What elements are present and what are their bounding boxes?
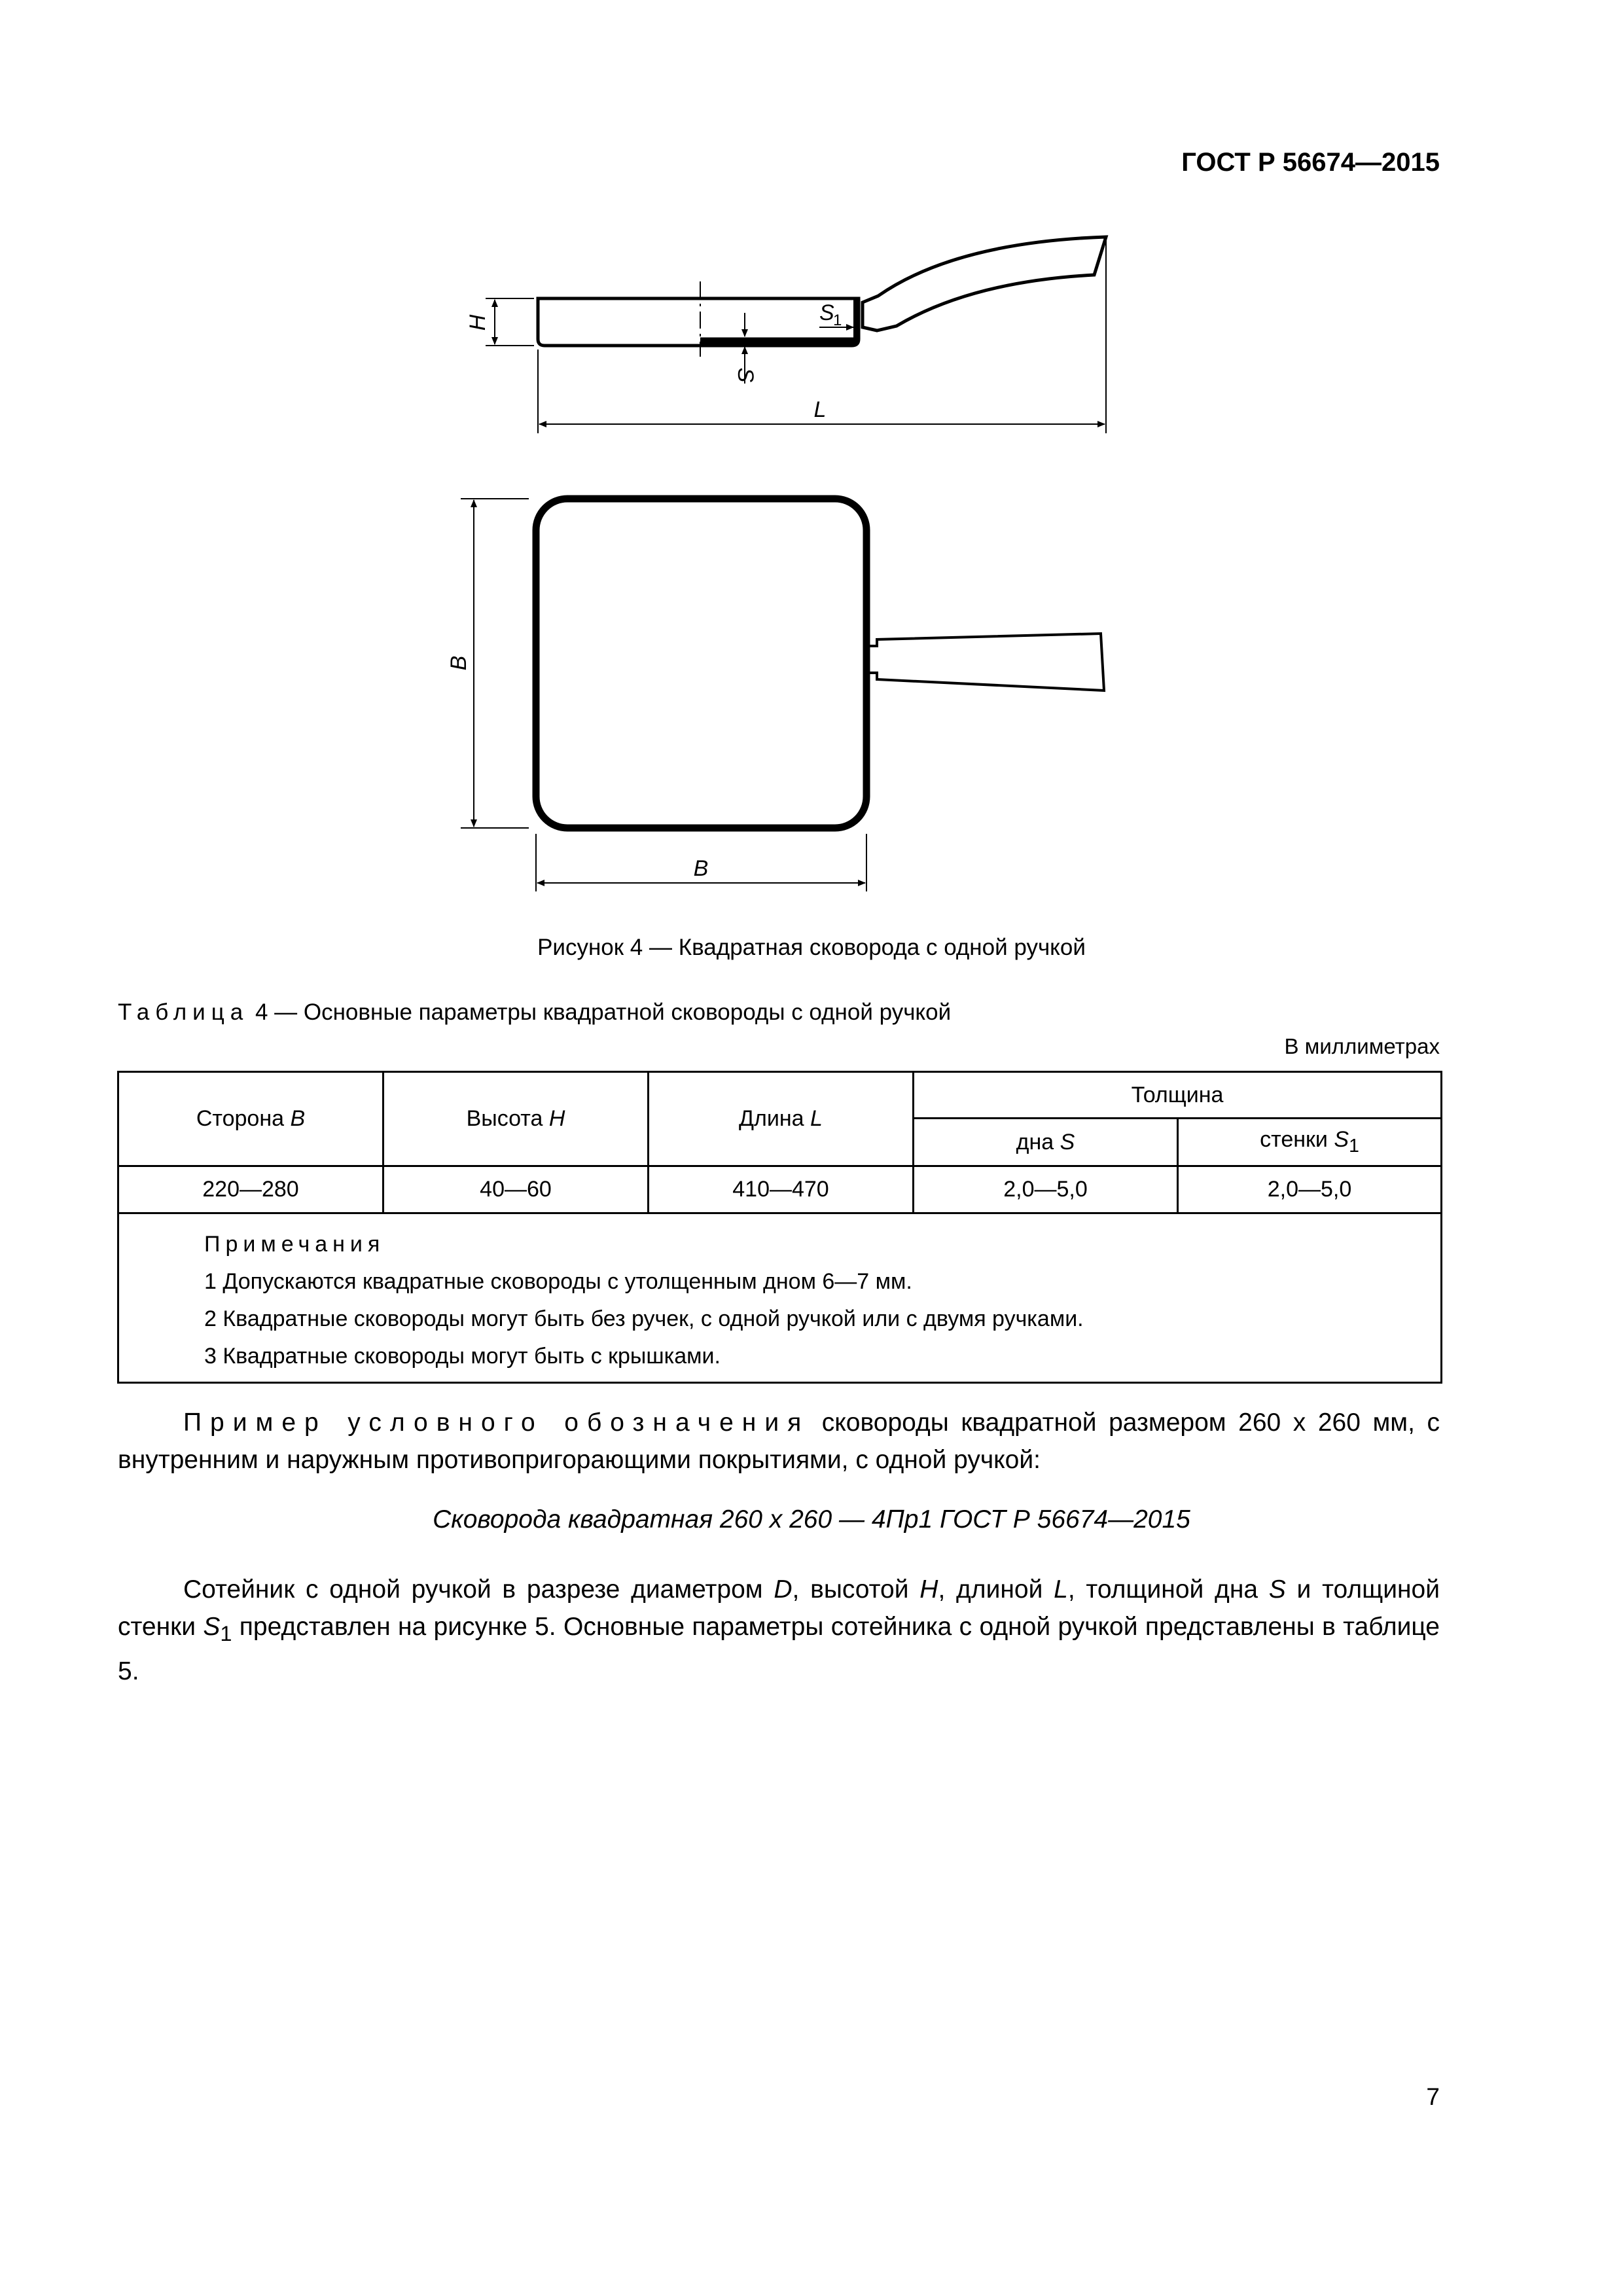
- label-side-vertical: B: [446, 655, 471, 671]
- label-wall-sub: 1: [833, 312, 842, 329]
- body-paragraph: Сотейник с одной ручкой в разрезе диаметром D, высотой H, длиной L, толщиной дна S и толщиной стенки $S_1$ представлен на рисунке 5. Основные параметры сотейника с одной ручкой представлены в таблице 5.: [118, 1575, 1440, 1685]
- example-text: сковороды квадратной размером 260 х 260 мм, с внутренним и наружным противопригорающими покрытиями, с одной ручкой:: [118, 1408, 1440, 1474]
- table-unit: В миллиметрах: [1284, 1034, 1440, 1058]
- example-designation: Сковорода квадратная 260 х 260 — 4Пр1 ГОСТ Р 56674—2015: [433, 1505, 1190, 1534]
- page-number: 7: [1426, 2083, 1440, 2110]
- label-wall-var: S: [819, 300, 834, 325]
- cell-height: 40—60: [383, 1166, 649, 1213]
- header-side: Сторона B: [118, 1072, 383, 1166]
- table-row: [118, 1166, 1442, 1213]
- cell-side: 220—280: [118, 1166, 383, 1213]
- label-bottom-var: S: [733, 367, 758, 383]
- note-item: 3 Квадратные сковороды могут быть с крышками.: [204, 1344, 721, 1369]
- header-length: Длина L: [649, 1072, 914, 1166]
- handle-side: [863, 237, 1106, 331]
- cell-wall: 2,0—5,0: [1178, 1166, 1442, 1213]
- handle-top: [868, 634, 1104, 691]
- side-view: [486, 237, 1106, 433]
- label-length-var: L: [813, 397, 827, 422]
- top-view: [461, 499, 1104, 891]
- label-height-var: H: [465, 314, 490, 331]
- pan-top-outline: [536, 499, 866, 828]
- header-thickness: Толщина: [914, 1072, 1442, 1119]
- example-paragraph: [118, 1404, 1440, 1479]
- header-height: Высота H: [383, 1072, 649, 1166]
- params-table: [117, 1071, 1442, 1384]
- example-lead: Пример условного обозначения: [183, 1408, 810, 1437]
- cell-length: 410—470: [649, 1166, 914, 1213]
- note-item: 1 Допускаются квадратные сковороды с утолщенным дном 6—7 мм.: [204, 1269, 912, 1294]
- cell-bottom: 2,0—5,0: [914, 1166, 1178, 1213]
- notes-cell: [118, 1213, 1442, 1383]
- header-bottom: дна S: [914, 1119, 1178, 1166]
- table-title-prefix: Таблица: [118, 999, 249, 1025]
- notes-heading: Примечания: [204, 1232, 385, 1257]
- standard-id-header: ГОСТ Р 56674—2015: [1181, 148, 1440, 177]
- figure-drawing: [0, 0, 1623, 916]
- table-title-text: 4 — Основные параметры квадратной сковороды с одной ручкой: [249, 999, 952, 1025]
- note-item: 2 Квадратные сковороды могут быть без ручек, с одной ручкой или с двумя ручками.: [204, 1306, 1084, 1331]
- header-wall: стенки $S_1$: [1178, 1119, 1442, 1166]
- table-title: [118, 999, 951, 1026]
- figure-caption: Рисунок 4 — Квадратная сковорода с одной ручкой: [537, 935, 1086, 960]
- label-side-horizontal: B: [693, 856, 709, 881]
